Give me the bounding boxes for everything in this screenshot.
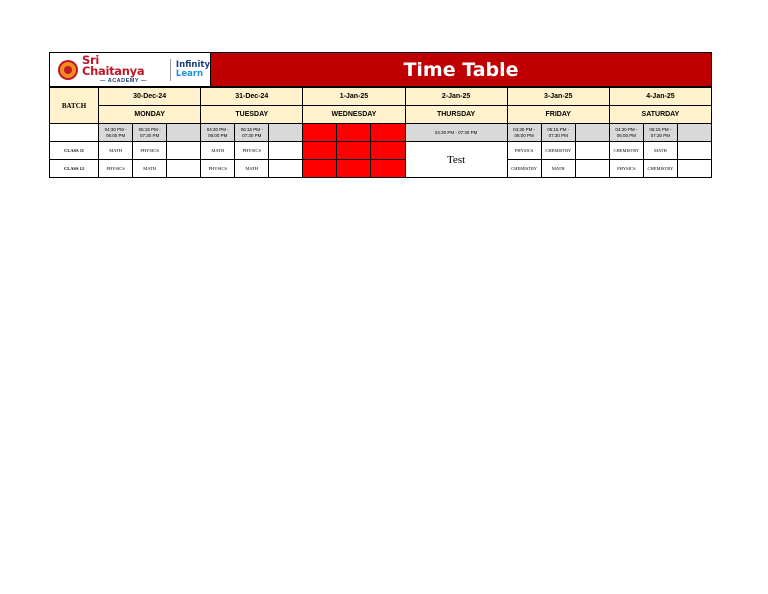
- test-cell: Test: [405, 142, 507, 178]
- empty-cell: [167, 142, 201, 160]
- empty-cell: [269, 142, 303, 160]
- empty-cell: [575, 160, 609, 178]
- logo: [50, 53, 211, 86]
- time-slot: 06:15 PM - 07:30 PM: [541, 124, 575, 142]
- batch-header: BATCH: [50, 88, 99, 124]
- logo-divider: [170, 59, 171, 81]
- time-slot: 04:30 PM - 06:00 PM: [99, 124, 133, 142]
- date-header: 30-Dec-24: [99, 88, 201, 106]
- day-header: SATURDAY: [609, 106, 711, 124]
- time-slot: 04:30 PM - 06:00 PM: [609, 124, 643, 142]
- day-header: TUESDAY: [201, 106, 303, 124]
- subject-cell: PHYSICS: [507, 142, 541, 160]
- partner-line2: Learn: [175, 68, 204, 79]
- time-slot-empty: [677, 124, 711, 142]
- subject-cell: CHEMISTRY: [609, 142, 643, 160]
- holiday-cell: [337, 142, 371, 160]
- timetable-sheet: [49, 52, 712, 178]
- holiday-cell: [337, 160, 371, 178]
- empty-cell: [677, 160, 711, 178]
- holiday-cell: [303, 160, 337, 178]
- empty-cell: [575, 142, 609, 160]
- day-header: WEDNESDAY: [303, 106, 405, 124]
- date-header: 2-Jan-25: [405, 88, 507, 106]
- holiday-cell: [337, 124, 371, 142]
- empty-cell: [167, 160, 201, 178]
- time-slot: 06:15 PM - 07:30 PM: [133, 124, 167, 142]
- page-title: Time Table: [403, 58, 519, 81]
- time-slot: 06:15 PM - 07:30 PM: [643, 124, 677, 142]
- day-header: MONDAY: [99, 106, 201, 124]
- time-slot: 04:30 PM - 07:30 PM: [405, 124, 507, 142]
- class-label: CLASS 12: [50, 160, 99, 178]
- subject-cell: MATH: [235, 160, 269, 178]
- day-header: THURSDAY: [405, 106, 507, 124]
- subject-cell: PHYSICS: [133, 142, 167, 160]
- holiday-cell: [303, 124, 337, 142]
- subject-cell: CHEMISTRY: [507, 160, 541, 178]
- partner-logo: [176, 61, 210, 77]
- partner-line1: Infinity: [175, 60, 210, 71]
- subject-cell: CHEMISTRY: [541, 142, 575, 160]
- holiday-cell: [371, 124, 405, 142]
- empty-cell: [677, 142, 711, 160]
- subject-cell: MATH: [133, 160, 167, 178]
- time-slot: 04:30 PM - 06:00 PM: [201, 124, 235, 142]
- holiday-cell: [371, 160, 405, 178]
- time-slot-empty: [167, 124, 201, 142]
- class-label: CLASS 11: [50, 142, 99, 160]
- timetable-header: [49, 52, 712, 87]
- day-header: FRIDAY: [507, 106, 609, 124]
- time-slot-empty: [269, 124, 303, 142]
- subject-cell: MATH: [643, 142, 677, 160]
- empty-cell: [269, 160, 303, 178]
- time-slot: 04:30 PM - 06:00 PM: [507, 124, 541, 142]
- time-slot: 06:15 PM - 07:30 PM: [235, 124, 269, 142]
- date-header: 31-Dec-24: [201, 88, 303, 106]
- subject-cell: MATH: [541, 160, 575, 178]
- subject-cell: PHYSICS: [99, 160, 133, 178]
- blank-cell: [50, 124, 99, 142]
- emblem-icon: [58, 60, 78, 80]
- brand-name: Sri Chaitanya: [81, 52, 145, 79]
- title-bar: [211, 53, 711, 86]
- subject-cell: PHYSICS: [201, 160, 235, 178]
- date-header: 4-Jan-25: [609, 88, 711, 106]
- brand-logo: [81, 52, 165, 85]
- time-slot-empty: [575, 124, 609, 142]
- holiday-cell: [371, 142, 405, 160]
- subject-cell: MATH: [99, 142, 133, 160]
- holiday-cell: [303, 142, 337, 160]
- subject-cell: CHEMISTRY: [643, 160, 677, 178]
- subject-cell: PHYSICS: [235, 142, 269, 160]
- subject-cell: MATH: [201, 142, 235, 160]
- date-header: 3-Jan-25: [507, 88, 609, 106]
- subject-cell: PHYSICS: [609, 160, 643, 178]
- brand-sub: — ACADEMY —: [99, 77, 147, 84]
- timetable: [49, 87, 712, 178]
- date-header: 1-Jan-25: [303, 88, 405, 106]
